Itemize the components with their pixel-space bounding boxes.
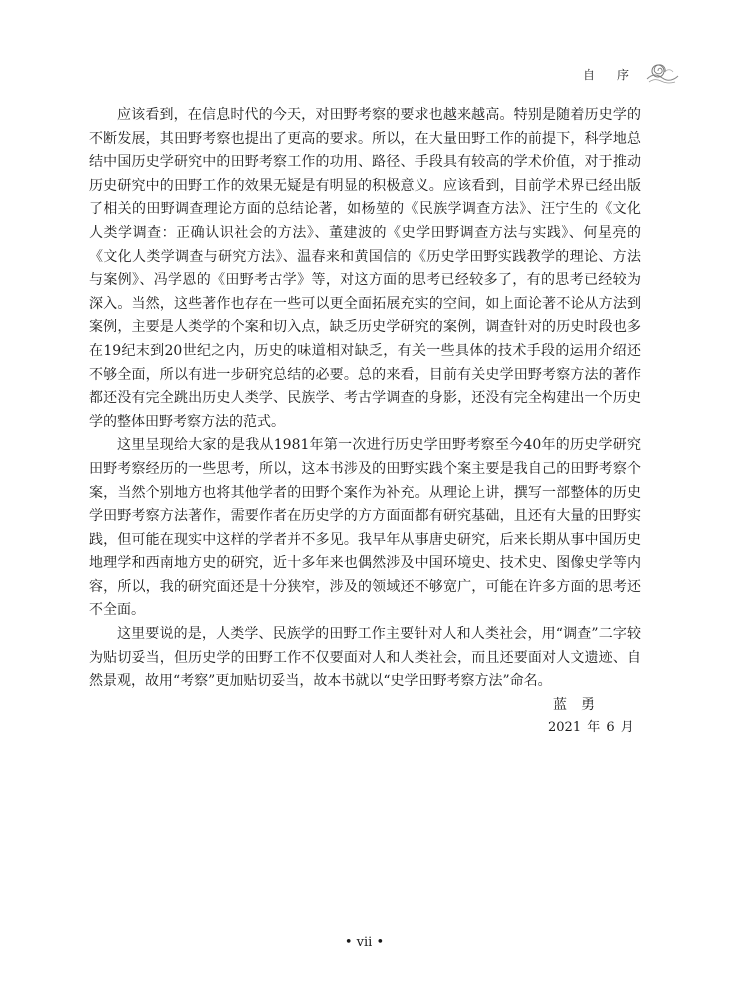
paragraph: 应该看到，在信息时代的今天，对田野考察的要求也越来越高。特别是随着历史学的不断发展，其田野考察也提出了更高的要求。所以，在大量田野工作的前提下，科学地总结中国历史学研究中的田野考察工作的功用、路径、手段具有较高的学术价值，对于推动历史研究中的田野工作的效果无疑是有明显的积极意义。应该看到，目前学术界已经出版了相关的田野调查理论方面的总结论著，如杨堃的《民族学调查方法》、汪宁生的《文化人类学调查：正确认识社会的方法》、董建波的《史学田野调查方法与实践》、何星亮的《文化人类学调查与研究方法》、温春来和黄国信的《历史学田野实践教学的理论、方法与案例》、冯学恩的《田野考古学》等，对这方面的思考已经较多了，有的思考已经较为深入。当然，这些著作也存在一些可以更全面拓展充实的空间，如上面论著不论从方法到案例，主要是人类学的个案和切入点，缺乏历史学研究的案例，调查针对的历史时段也多在19纪末到20世纪之内，历史的味道相对缺乏，有关一些具体的技术手段的运用介绍还不够全面，所以有进一步研究总结的必要。总的来看，目前有关史学田野考察方法的著作都还没有完全跳出历史人类学、民族学、考古学调查的身影，还没有完全构建出一个历史学的整体田野考察方法的范式。 bbox=[89, 107, 641, 430]
header-title: 自序 bbox=[582, 67, 651, 82]
signature-date: 2021 年 6 月 bbox=[548, 720, 634, 735]
running-header bbox=[583, 60, 679, 88]
author-signature: 蓝勇 bbox=[553, 697, 609, 713]
paragraph: 这里要说的是，人类学、民族学的田野工作主要针对人和人类社会，用“调查”二字较为贴切妥当，但历史学的田野工作不仅要面对人和人类社会，而且还要面对人文遗迹、自然景观，故用“考察”更加贴切妥当，故本书就以“史学田野考察方法”命名。 bbox=[89, 626, 641, 690]
swirl-wave-icon bbox=[645, 61, 679, 87]
paragraph: 这里呈现给大家的是我从1981年第一次进行历史学田野考察至今40年的历史学研究田野考察经历的一些思考，所以，这本书涉及的田野实践个案主要是我自己的田野考察个案，当然个别地方也将其他学者的田野个案作为补充。从理论上讲，撰写一部整体的历史学田野考察方法著作，需要作者在历史学的方方面面都有研究基础，且还有大量的田野实践，但可能在现实中这样的学者并不多见。我早年从事唐史研究，后来长期从事中国历史地理学和西南地方史的研究，近十多年来也偶然涉及中国环境史、技术史、图像史学等内容，所以，我的研究面还是十分狭窄，涉及的领域还不够宽广，可能在许多方面的思考还不全面。 bbox=[89, 437, 641, 619]
preface-body bbox=[89, 104, 641, 694]
page-number: • vii • bbox=[344, 935, 385, 950]
